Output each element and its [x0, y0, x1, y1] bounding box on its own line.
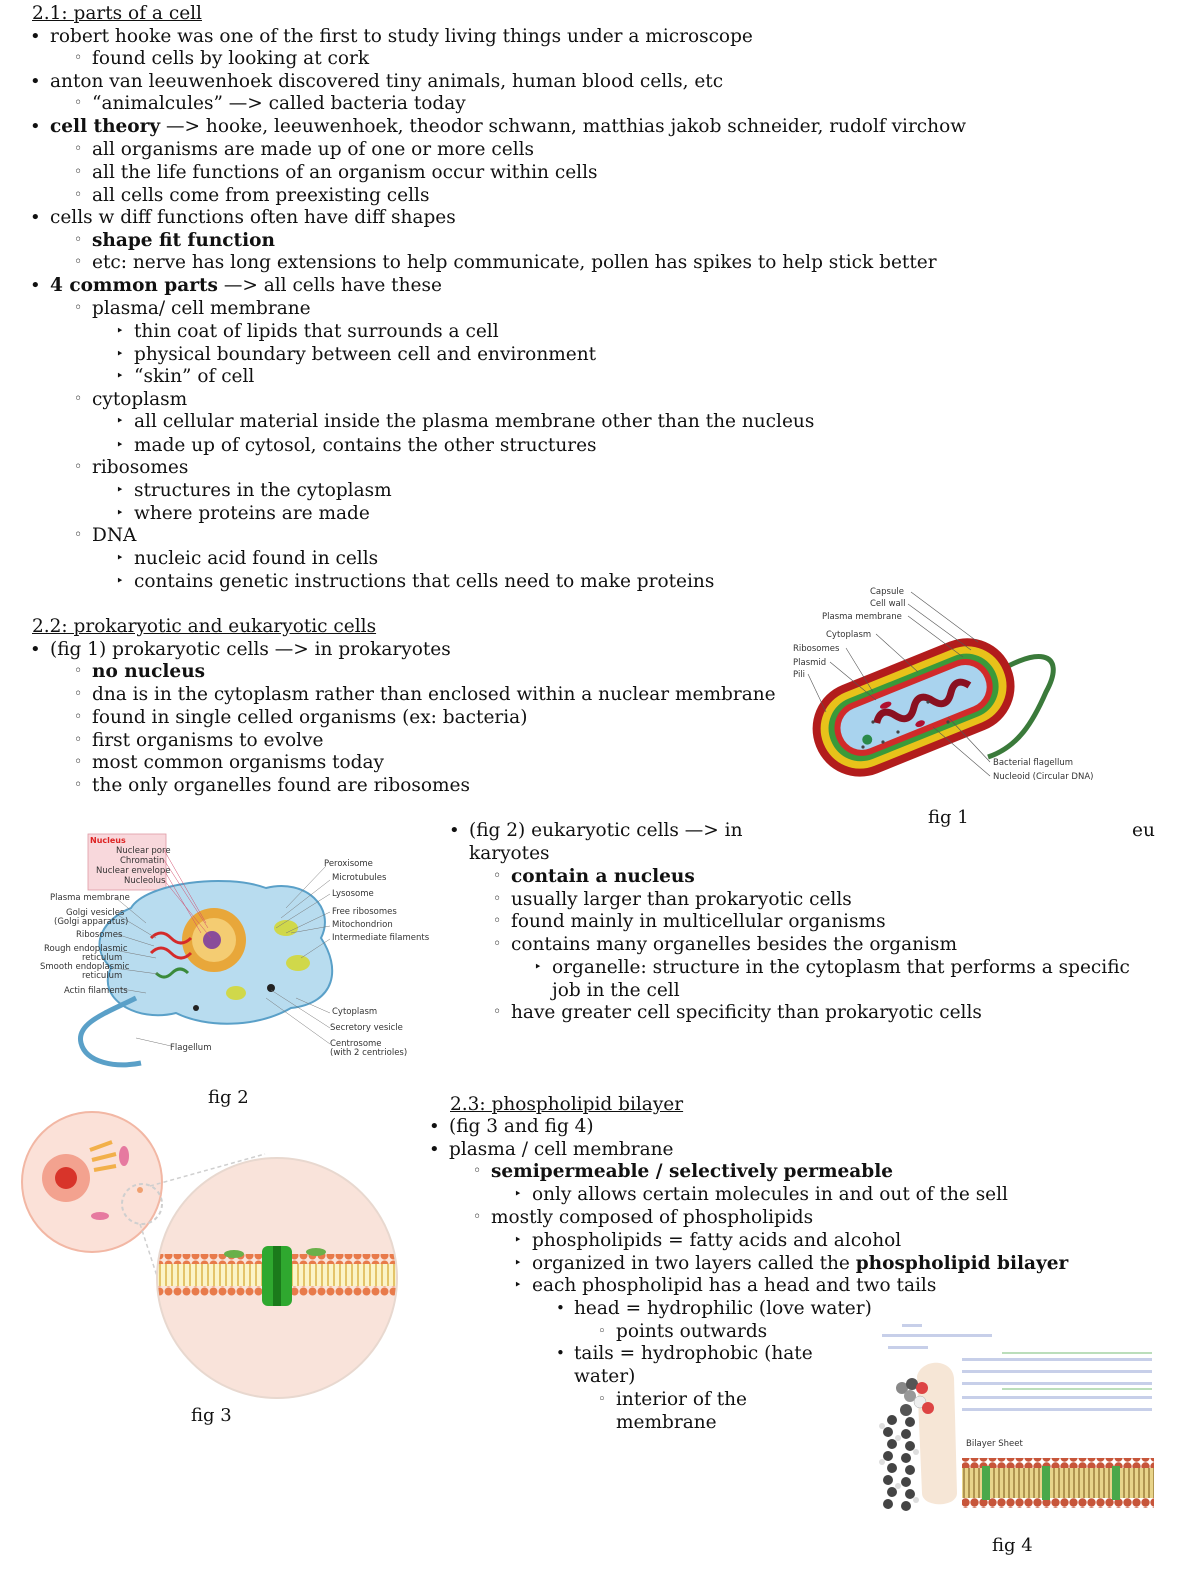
phospholipid-bilayer-diagram — [862, 1318, 1162, 1523]
section-title-2-2: 2.2: prokaryotic and eukaryotic cells — [32, 616, 377, 637]
list-item: • anton van leeuwenhoek discovered tiny animals, human blood cells, etc — [50, 70, 723, 93]
list-item: ◦ cytoplasm — [92, 388, 187, 411]
list-item: ◦ have greater cell specificity than prokaryotic cells — [511, 1001, 982, 1024]
list-item: ◦ ribosomes — [92, 456, 188, 479]
list-item: • (fig 2) eukaryotic cells —> in — [469, 819, 743, 842]
list-item: ◦ etc: nerve has long extensions to help communicate, pollen has spikes to help stick better — [92, 251, 937, 274]
list-item: ◦ found cells by looking at cork — [92, 47, 369, 70]
list-item-fragment: karyotes — [469, 843, 550, 864]
figure-caption-1: fig 1 — [928, 807, 969, 828]
figure-caption-4: fig 4 — [992, 1535, 1033, 1556]
list-item: ◦ all organisms are made up of one or more cells — [92, 138, 534, 161]
bold-term: phospholipid bilayer — [855, 1253, 1069, 1274]
label-smooth-er: Smooth endoplasmic — [40, 962, 130, 972]
list-item: • plasma / cell membrane — [449, 1138, 673, 1161]
list-item: ◦ found mainly in multicellular organisms — [511, 910, 886, 933]
list-item: ◦ contains many organelles besides the organism — [511, 933, 957, 956]
prokaryotic-cell-diagram — [788, 582, 1118, 792]
list-item-text: —> all cells have these — [217, 275, 442, 296]
label-free-ribosomes: Free ribosomes — [332, 907, 397, 917]
list-item: ‣ nucleic acid found in cells — [134, 547, 378, 570]
list-item: ◦ dna is in the cytoplasm rather than enclosed within a nuclear membrane — [92, 683, 776, 706]
list-item: ‣ made up of cytosol, contains the other structures — [134, 434, 597, 457]
list-item: ◦ semipermeable / selectively permeable — [491, 1160, 893, 1183]
label-plasma-membrane: Plasma membrane — [50, 893, 130, 903]
list-item: ◦ found in single celled organisms (ex: bacteria) — [92, 706, 527, 729]
list-item: ‣ all cellular material inside the plasma membrane other than the nucleus — [134, 410, 814, 433]
list-item: ◦ plasma/ cell membrane — [92, 297, 311, 320]
list-item: ◦ DNA — [92, 524, 136, 547]
label-secretory-vesicle: Secretory vesicle — [330, 1023, 403, 1033]
cell-membrane-zoom-diagram — [20, 1116, 405, 1416]
list-item: ◦ interior of the membrane — [616, 1388, 756, 1434]
bold-term: 4 common parts — [50, 275, 218, 296]
label-centrioles: (with 2 centrioles) — [330, 1048, 408, 1058]
label-golgi-apparatus: (Golgi apparatus) — [54, 917, 129, 927]
list-item — [532, 1252, 1068, 1275]
list-item: ◦ shape fit function — [92, 229, 275, 252]
label-bacterial-flagellum: Bacterial flagellum — [993, 758, 1073, 768]
list-item — [50, 115, 966, 138]
list-item-text: organized in two layers called the — [532, 1253, 856, 1274]
label-flagellum: Flagellum — [170, 1043, 212, 1053]
list-item: ◦ points outwards — [616, 1320, 767, 1343]
label-ribosomes: Ribosomes — [76, 930, 123, 940]
label-bilayer-sheet: Bilayer Sheet — [966, 1439, 1023, 1449]
list-item: ◦ mostly composed of phospholipids — [491, 1206, 813, 1229]
label-mitochondrion: Mitochondrion — [332, 920, 393, 930]
label-cytoplasm: Cytoplasm — [826, 630, 872, 640]
section-title-2-1: 2.1: parts of a cell — [32, 3, 202, 24]
list-item: ◦ contain a nucleus — [511, 865, 695, 888]
label-smooth-er-2: reticulum — [82, 971, 123, 981]
list-item: ‣ each phospholipid has a head and two tails — [532, 1274, 936, 1297]
list-item: • (fig 3 and fig 4) — [449, 1115, 594, 1138]
list-item: ◦ all the life functions of an organism occur within cells — [92, 161, 598, 184]
list-item: ‣ physical boundary between cell and environment — [134, 343, 596, 366]
label-rough-er: Rough endoplasmic — [44, 944, 128, 954]
list-item: ‣ structures in the cytoplasm — [134, 479, 392, 502]
list-item: ◦ usually larger than prokaryotic cells — [511, 888, 852, 911]
list-item: • head = hydrophilic (love water) — [574, 1297, 872, 1320]
list-item-fragment: eu — [1132, 820, 1155, 841]
list-item: ‣ thin coat of lipids that surrounds a cell — [134, 320, 499, 343]
list-item — [50, 274, 442, 297]
list-item: ‣ “skin” of cell — [134, 365, 254, 388]
label-pili: Pili — [793, 670, 806, 680]
label-peroxisome: Peroxisome — [324, 859, 373, 869]
label-capsule: Capsule — [870, 587, 904, 597]
list-item: ◦ no nucleus — [92, 660, 205, 683]
label-rough-er-2: reticulum — [82, 953, 123, 963]
list-item: ◦ first organisms to evolve — [92, 729, 323, 752]
label-nuclear-pore: Nuclear pore — [116, 846, 171, 856]
membrane-cross-section — [150, 1156, 410, 1406]
list-item: ‣ contains genetic instructions that cells need to make proteins — [134, 570, 714, 593]
list-item: ◦ all cells come from preexisting cells — [92, 184, 429, 207]
list-item: ‣ phospholipids = fatty acids and alcohol — [532, 1229, 901, 1252]
bold-term: cell theory — [50, 116, 161, 137]
eukaryotic-cell-diagram — [36, 828, 430, 1083]
figure-caption-3: fig 3 — [191, 1405, 232, 1426]
label-nucleoid: Nucleoid (Circular DNA) — [993, 772, 1094, 782]
label-intermediate-filaments: Intermediate filaments — [332, 933, 430, 943]
label-nucleolus: Nucleolus — [124, 876, 166, 886]
list-item: • tails = hydrophobic (hate water) — [574, 1342, 814, 1388]
label-cytoplasm: Cytoplasm — [332, 1007, 378, 1017]
list-item: ‣ where proteins are made — [134, 502, 370, 525]
label-chromatin: Chromatin — [120, 856, 165, 866]
label-centrosome: Centrosome — [330, 1039, 382, 1049]
list-item: • robert hooke was one of the first to study living things under a microscope — [50, 25, 753, 48]
label-golgi-vesicles: Golgi vesicles — [66, 908, 125, 918]
list-item: ◦ the only organelles found are ribosomes — [92, 774, 470, 797]
list-item-text: —> hooke, leeuwenhoek, theodor schwann, matthias jakob schneider, rudolf virchow — [160, 116, 967, 137]
label-plasmid: Plasmid — [793, 658, 827, 668]
label-actin-filaments: Actin filaments — [64, 986, 128, 996]
list-item: • (fig 1) prokaryotic cells —> in prokaryotes — [50, 638, 451, 661]
figure-caption-2: fig 2 — [208, 1087, 249, 1108]
list-item: ‣ only allows certain molecules in and out of the sell — [532, 1183, 1008, 1206]
bilayer-sheet — [962, 1458, 1154, 1508]
label-plasma-membrane: Plasma membrane — [822, 612, 902, 622]
list-item: ◦ most common organisms today — [92, 751, 384, 774]
label-cell-wall: Cell wall — [870, 599, 906, 609]
section-title-2-3: 2.3: phospholipid bilayer — [450, 1094, 684, 1115]
fatty-acid-tails — [883, 1415, 915, 1511]
label-nucleus: Nucleus — [90, 836, 126, 845]
label-ribosomes: Ribosomes — [793, 644, 840, 654]
label-lysosome: Lysosome — [332, 889, 374, 899]
list-item: ‣ organelle: structure in the cytoplasm that performs a specific job in the cell — [552, 956, 1152, 1002]
label-microtubules: Microtubules — [332, 873, 387, 883]
list-item: ◦ “animalcules” —> called bacteria today — [92, 92, 466, 115]
list-item: • cells w diff functions often have diff shapes — [50, 206, 456, 229]
label-nuclear-envelope: Nuclear envelope — [96, 866, 171, 876]
